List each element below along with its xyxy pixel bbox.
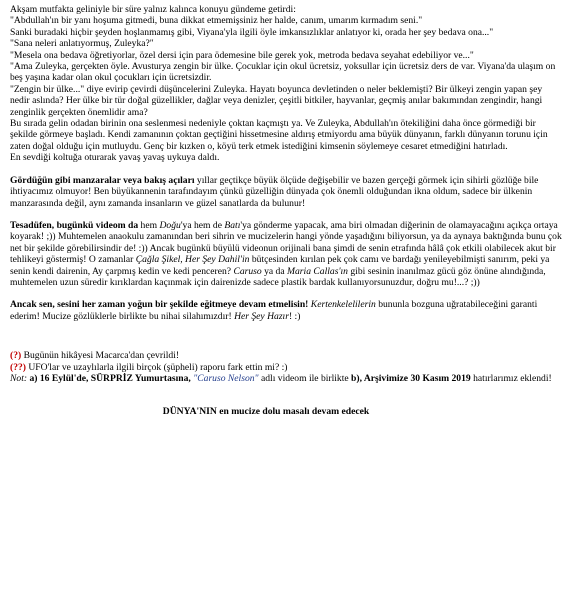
intro-paragraph: [10, 175, 562, 209]
story-line: "Abdullah'ın bir yanı hoşuma gitmedi, buna dikkat etmemişsiniz her halde, canım, umarım kırmadım seni.": [10, 15, 423, 27]
video-text: gibi sesinin inanılmaz gücü göz önüne alındığında, muhtemelen uzun süredir kırıklardan kaçınmak için dairenizde sadece plastik bardak kullanıyorsunuzdur, doğru mu!...? ;)): [10, 265, 546, 288]
note-a-text: a) 16 Eylül'de, SÜRPRİZ Yumurtasına,: [27, 372, 194, 384]
kertenkele-reference: Kertenkelelilerin: [310, 299, 376, 311]
her-sey-hazir-reference: Her Şey Hazır: [234, 310, 289, 322]
story-line: Bu sırada gelin odadan birinin ona seslenmesi nedeniyle çoktan kaçmıştı ya. Ve Zuleyka, Abdullah'ın ötekiliğini daha önce görmediği bir şekilde görmeye başladı. Kendi zamanının çoktan geçtiğini hissetmesine aldırış etmiyordu ama büyük dünyanın, farklı dünyanın torunu için zaten doğal olduğu için mutluydu. Genç bir kızken o, köyü terk etmek istediğini kimsenin söylemeye cesaret etmediğini hatırladı.: [10, 118, 548, 152]
video-lead: Tesadüfen, bugünkü videom da: [10, 219, 139, 231]
intro-lead: Gördüğün gibi manzaralar veya bakış açıları: [10, 174, 195, 186]
video-text: bütçesinden kırılan pek çok camı ve bardağı yenileyebilmişti sanırım, peki ya senin kendi dairenin, Ay çarpmış kedin ve kedi penceren?: [10, 254, 550, 277]
story-line: "Mesela ona bedava öğretiyorlar, özel dersi için para ödemesine bile gerek yok, metroda bedava seyahat edebiliyor ve...": [10, 49, 474, 61]
video-text: 'ya gönderme yapacak, ama biri olmadan diğerinin de olamayacağını açıkça ortaya koyarak! ;)) Muhtemelen anaokulu zamanından beri sihrin ve mucizelerin hangi yönde yaşadığını biliyorsun, ya da aynaya baktığında bunu çok net bir şekilde görebilirsindir de! :)) Ancak bugünkü büyülü videonun orijinali bana şimdi de senin etrafında hâlâ çok etkili olabilecek akut bir tehlikeyi göstermiş! O zamanlar: [10, 219, 562, 266]
video-paragraph: [10, 220, 562, 288]
note-mid-text: adlı videom ile birlikte: [258, 372, 352, 384]
note-b-text: b), Arşivimize 30 Kasım 2019: [351, 372, 471, 384]
document-page: [10, 4, 562, 418]
dogu-word: Doğu: [159, 219, 181, 231]
cagla-reference: Çağla Şikel, Her Şey Dahil'in: [135, 254, 250, 266]
bati-word: Batı: [224, 219, 241, 231]
video-text: 'ya hem de: [180, 219, 225, 231]
question-mark: (?): [10, 350, 22, 362]
story-line: Sanki buradaki hiçbir şeyden hoşlanmamış gibi, Viyana'yla ilgili öyle imkansızlıklar anlatıyor ki, orada her şey bedava ona...": [10, 26, 494, 38]
caruso-nelson-link[interactable]: "Caruso Nelson": [193, 372, 259, 384]
story-line: Akşam mutfakta geliniyle bir süre yalnız kalınca konuyu gündeme getirdi:: [10, 4, 296, 15]
story-line: "Ama Zuleyka, gerçekten öyle. Avusturya zengin bir ülke. Çocuklar için okul ücretsiz, yoksullar için ücretsiz ders de var. Viyana'da ulaşım on beş yaşına kadar olan okul çocukları için ücretsizdir.: [10, 61, 556, 84]
note-text: Bugünün hikâyesi Macarca'dan çevrildi!: [21, 350, 180, 362]
story-line: "Sana neleri anlatıyormuş, Zuleyka?": [10, 38, 154, 50]
story-section: [10, 4, 562, 164]
story-line: En sevdiği koltuğa oturarak yavaş yavaş uykuya daldı.: [10, 152, 220, 164]
closing-lead: Ancak sen, sesini her zaman yoğun bir şekilde eğitmeye devam etmelisin!: [10, 299, 309, 311]
footer-line: DÜNYA'NIN en mucize dolu masalı devam edecek: [162, 406, 370, 418]
intro-text: yıllar geçtikçe büyük ölçüde değişebilir ve bazen gerçeği görmek için sihirli gözlüğe bile ihtiyacımız olmuyor! Ben büyükannenin tarafındayım çünkü güzelliğin dünyada çok önemli olduğundan ikna oldum, sadece bir ülkenin manzarasında değil, aynı zamanda insanların ve güzel sanatlarda da bulunur!: [10, 174, 539, 209]
story-line: "Zengin bir ülke..." diye evirip çevirdi düşüncelerini Zuleyka. Hayatı boyunca devletinden o neler beklemişti? Bir ülkeyi zengin yapan şey nedir aslında? Her ülke bir tür doğal güzellikler, dağlar veya denizler, çeşitli bitkiler, hayvanlar, geçmiş anılar bakımından zengindir, hangi zenginlik gerçekten önemlidir ama?: [10, 83, 543, 118]
note-text: UFO'lar ve uzaylılarla ilgili birçok (şüpheli) raporu fark ettin mi? :): [25, 361, 288, 373]
notes-section: [10, 350, 562, 384]
note-end-text: hatırlarımız eklendi!: [470, 372, 552, 384]
video-text: hem: [138, 219, 160, 231]
double-question-mark: (??): [10, 361, 26, 373]
closing-text: bununla bozguna uğratabileceğini garanti ederim! Mucize gözlüklerle birlikte bu nihai silahımızdır!: [10, 299, 538, 322]
video-text: ya da: [261, 265, 288, 277]
closing-paragraph: [10, 299, 562, 322]
caruso-reference: Caruso: [233, 265, 262, 277]
not-label: Not:: [10, 372, 28, 384]
closing-text: ! :): [288, 310, 301, 322]
maria-reference: Maria Callas'ın: [287, 265, 348, 277]
